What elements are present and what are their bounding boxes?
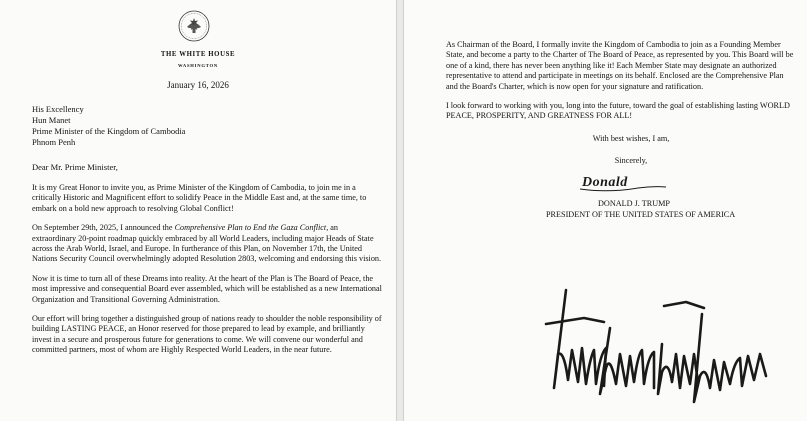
paragraph-plan [32, 223, 382, 265]
letter-body-page-2 [446, 40, 796, 220]
salutation: Dear Mr. Prime Minister, [32, 162, 118, 172]
paragraph-plan-lead: On September 29th, 2025, I announced the [32, 223, 175, 233]
paragraph-plan-rest: , an extraordinary 20-point roadmap quickly embraced by all World Leaders, including major Heads of State across the Arab World, Israel, and Europe. In furtherance of this Plan, on November 17th, the United Nations Security Council overwhelmingly adopted Resolution 2803, welcoming and endorsing this vision. [32, 223, 382, 264]
addressee-title: Prime Minister of the Kingdom of Cambodia [32, 126, 186, 136]
addressee-city: Phnom Penh [32, 137, 76, 147]
signer-name: DONALD J. TRUMP [598, 198, 670, 208]
letterhead-city: WASHINGTON [177, 63, 219, 68]
handwritten-donald-signature [578, 171, 668, 193]
addressee-block [32, 104, 185, 148]
paragraph-effort: Our effort will bring together a distinguished group of nations ready to shoulder the noble responsibility of building LASTING PEACE, an Honor reserved for those prepared to lead by example, and brilliantly invest in a secure and prosperous future for generations to come. We will convene our wonderful and committed partners, most of whom are Highly Respected World Leaders, in the near future. [32, 314, 382, 355]
presidential-signature [544, 284, 770, 412]
paragraph-invitation: It is my Great Honor to invite you, as Prime Minister of the Kingdom of Cambodia, to join me in a critically Historic and Magnificent effort to solidify Peace in the Middle East and, at the same time, to embark on a bold new approach to resolving Global Conflict! [32, 183, 367, 213]
letter-body-page-1 [32, 183, 382, 365]
svg-text:Donald: Donald [582, 174, 628, 190]
addressee-name: Hun Manet [32, 115, 71, 125]
paragraph-look-forward: I look forward to working with you, long into the future, toward the goal of establishing lasting WORLD PEACE, PROSPERITY, AND GREATNESS FOR ALL! [446, 101, 790, 121]
closing-wishes: With best wishes, I am, [592, 133, 670, 143]
signer-block [546, 198, 796, 220]
letter-date: January 16, 2026 [167, 80, 229, 90]
letterhead-name: THE WHITE HOUSE [160, 51, 236, 58]
paragraph-chairman-invite: As Chairman of the Board, I formally invite the Kingdom of Cambodia to join as a Founding Member State, and become a party to the Charter of The Board of Peace, as represented by you. This Board will be one of a kind, there has never been anything like it! Each Member State may designate an authorized representative to attend and participate in meetings on its behalf. Enclosed are the Comprehensive Plan and the Board's Charter, which is now open for your signature and ratification. [446, 40, 794, 91]
presidential-seal-icon [178, 10, 210, 42]
signer-title: PRESIDENT OF THE UNITED STATES OF AMERICA [546, 209, 736, 219]
paragraph-board: Now it is time to turn all of these Dreams into reality. At the heart of the Plan is The Board of Peace, the most impressive and consequential Board ever assembled, which will be established as a new International Organization and Transitional Governing Administration. [32, 273, 382, 304]
closing-sincerely: Sincerely, [614, 156, 648, 166]
plan-title: Comprehensive Plan to End the Gaza Conflict [174, 223, 327, 233]
addressee-honorific: His Excellency [32, 104, 84, 114]
